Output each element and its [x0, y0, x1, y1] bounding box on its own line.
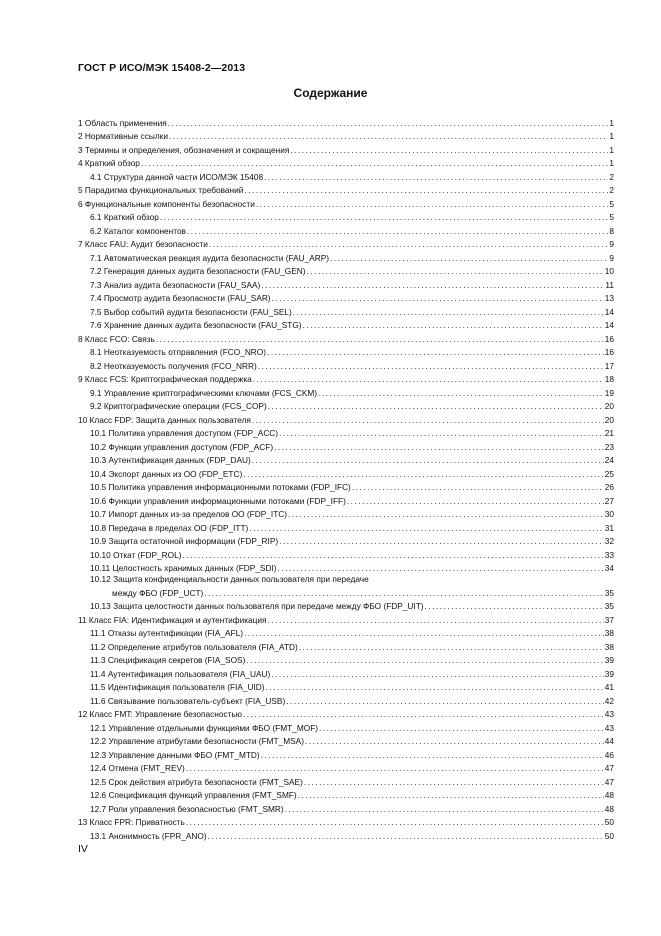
toc-entry[interactable] [78, 465, 614, 479]
toc-entry[interactable] [78, 546, 614, 560]
toc-entry-page: 18 [604, 374, 614, 384]
toc-entry-page: 1 [609, 131, 614, 141]
toc-entry[interactable] [78, 330, 614, 344]
toc-entry[interactable] [78, 141, 614, 155]
toc-entry-page: 20 [604, 414, 614, 425]
toc-leader-dots [256, 199, 609, 209]
toc-entry-page: 50 [604, 817, 614, 827]
toc-leader-dots [274, 442, 604, 452]
toc-entry-title: 4 Краткий обзор [78, 158, 140, 168]
toc-entry-page: 19 [604, 387, 614, 398]
toc-entry-page: 46 [604, 749, 614, 760]
toc-entry-title: 11 Класс FIA: Идентификация и аутентификация [78, 614, 267, 625]
toc-leader-dots [285, 804, 604, 814]
toc-leader-dots [252, 455, 604, 465]
toc-leader-dots [303, 320, 604, 330]
toc-entry-page: 1 [609, 158, 614, 168]
toc-entry-page: 9 [609, 252, 614, 263]
toc-entry-title: 7.5 Выбор событий аудита безопасности (FAU_SEL) [90, 306, 292, 317]
toc-entry-title: 6.1 Краткий обзор [90, 212, 159, 222]
toc-leader-dots [186, 817, 604, 827]
toc-entry[interactable] [78, 411, 614, 425]
toc-entry-title: 10.12 Защита конфиденциальности данных пользователя при передаче [90, 574, 369, 584]
toc-leader-dots [244, 628, 604, 638]
toc-entry-title: 13.1 Анонимность (FPR_ANO) [90, 830, 207, 841]
page-number: IV [78, 843, 88, 855]
toc-entry-title: 10.3 Аутентификация данных (FDP_DAU) [90, 455, 251, 465]
toc-entry-page: 30 [604, 509, 614, 519]
toc-entry-title: 10.4 Экспорт данных из ОО (FDP_ETC) [90, 468, 243, 479]
toc-entry-page: 23 [604, 441, 614, 452]
toc-leader-dots [267, 347, 604, 357]
toc-leader-dots [352, 482, 604, 492]
toc-entry-page: 39 [604, 655, 614, 665]
toc-entry-page: 33 [604, 549, 614, 560]
toc-entry-page: 37 [604, 614, 614, 625]
toc-leader-dots [279, 428, 604, 438]
toc-entry-page: 27 [604, 495, 614, 506]
toc-entry[interactable] [78, 492, 614, 506]
toc-entry[interactable] [78, 209, 614, 223]
toc-entry[interactable] [78, 814, 614, 828]
toc-leader-dots [278, 563, 604, 573]
toc-entry[interactable] [78, 290, 614, 304]
toc-entry-page: 8 [609, 225, 614, 236]
toc-entry-title: 8.1 Неотказуемость отправления (FCO_NRO) [90, 347, 267, 357]
toc-leader-dots [208, 831, 604, 841]
toc-entry-page: 44 [604, 736, 614, 746]
toc-entry-title: 11.4 Аутентификация пользователя (FIA_UAU) [90, 668, 271, 679]
toc-entry-title: 11.2 Определение атрибутов пользователя (FIA_ATD) [90, 641, 298, 652]
toc-entry-title: 12.4 Отмена (FMT_REV) [90, 763, 185, 773]
toc-leader-dots [261, 750, 604, 760]
toc-entry[interactable] [78, 573, 614, 584]
toc-entry-title: 11.6 Связывание пользователь-субъект (FIA_USB) [90, 695, 286, 706]
toc-entry[interactable] [78, 425, 614, 439]
toc-entry-title: 7.3 Анализ аудита безопасности (FAU_SAA) [90, 279, 261, 290]
toc-entry-title: 9.1 Управление криптографическими ключами (FCS_CKM) [90, 387, 318, 398]
toc-entry-page: 38 [604, 628, 614, 638]
toc-entry[interactable] [78, 533, 614, 547]
toc-leader-dots [279, 536, 604, 546]
toc-leader-dots [169, 131, 608, 141]
toc-entry[interactable] [78, 452, 614, 466]
toc-entry-title: 12 Класс FMT: Управление безопасностью [78, 709, 242, 719]
toc-entry-title: 9 Класс FCS: Криптографическая поддержка [78, 374, 252, 384]
toc-leader-dots [268, 401, 604, 411]
toc-entry-page: 35 [604, 601, 614, 611]
toc-entry-title: 12.5 Срок действия атрибута безопасности (FMT_SAE) [90, 776, 303, 787]
toc-entry[interactable] [78, 638, 614, 652]
toc-entry-title: 12.1 Управление отдельными функциями ФБО (FMT_MOF) [90, 722, 319, 733]
toc-entry-title: 7.6 Хранение данных аудита безопасности (FAU_STG) [90, 320, 302, 330]
toc-entry-page: 1 [609, 117, 614, 128]
toc-entry-title: 7.2 Генерация данных аудита безопасности (FAU_GEN) [90, 266, 306, 276]
toc-entry[interactable] [78, 787, 614, 801]
toc-entry-page: 42 [604, 695, 614, 706]
toc-entry-page: 16 [604, 333, 614, 344]
toc-entry-page: 48 [604, 790, 614, 800]
toc-leader-dots [304, 777, 604, 787]
toc-entry[interactable] [78, 760, 614, 774]
toc-entry[interactable] [78, 398, 614, 412]
toc-entry-title: 10.11 Целостность хранимых данных (FDP_SDI) [90, 563, 277, 573]
toc-entry-page: 43 [604, 709, 614, 719]
toc-leader-dots [290, 145, 608, 155]
toc-entry[interactable] [78, 827, 614, 841]
toc-entry[interactable] [78, 719, 614, 733]
toc-leader-dots [293, 307, 604, 317]
toc-entry-page: 32 [604, 536, 614, 546]
toc-entry[interactable] [78, 195, 614, 209]
toc-entry-title: 10.13 Защита целостности данных пользователя при передаче между ФБО (FDP_UIT) [90, 601, 424, 611]
toc-title: Содержание [293, 86, 368, 100]
toc-leader-dots [319, 723, 604, 733]
toc-entry-page: 34 [604, 563, 614, 573]
toc-entry[interactable] [78, 303, 614, 317]
toc-entry[interactable] [78, 679, 614, 693]
toc-leader-dots [187, 226, 608, 236]
toc-leader-dots [298, 790, 604, 800]
toc-entry-page: 5 [609, 212, 614, 222]
toc-leader-dots [425, 601, 604, 611]
toc-leader-dots [272, 293, 604, 303]
toc-entry[interactable] [78, 584, 614, 598]
toc-entry-title: 6 Функциональные компоненты безопасности [78, 198, 255, 209]
toc-entry-title: 1 Область применения [78, 117, 167, 128]
toc-entry-page: 47 [604, 763, 614, 773]
toc-leader-dots [209, 239, 608, 249]
toc-entry-page: 31 [604, 522, 614, 533]
toc-leader-dots [305, 736, 604, 746]
toc-entry[interactable] [78, 263, 614, 277]
toc-entry-title: 8 Класс FCO: Связь [78, 333, 155, 344]
toc-entry[interactable] [78, 692, 614, 706]
toc-entry-title: 6.2 Каталог компонентов [90, 225, 186, 236]
toc-leader-dots [204, 588, 603, 598]
toc-entry-page: 1 [609, 144, 614, 155]
toc-entry-title: 12.2 Управление атрибутами безопасности (FMT_MSA) [90, 736, 304, 746]
toc-entry[interactable] [78, 384, 614, 398]
toc-entry[interactable] [78, 706, 614, 720]
toc-entry-page: 13 [604, 293, 614, 303]
toc-entry-title: 8.2 Неотказуемость получения (FCO_NRR) [90, 360, 257, 371]
toc-entry-title: 10.8 Передача в пределах ОО (FDP_ITT) [90, 522, 249, 533]
toc-entry[interactable] [78, 625, 614, 639]
toc-leader-dots [168, 118, 609, 128]
toc-entry[interactable] [78, 479, 614, 493]
toc-entry-title: между ФБО (FDP_UCT) [112, 587, 204, 598]
table-of-contents [78, 114, 614, 841]
toc-entry[interactable] [78, 371, 614, 385]
toc-entry-page: 2 [609, 171, 614, 182]
toc-entry-page: 39 [604, 668, 614, 679]
toc-entry[interactable] [78, 236, 614, 250]
toc-entry-page: 10 [604, 266, 614, 276]
toc-leader-dots [347, 496, 604, 506]
toc-entry-title: 10.10 Откат (FDP_ROL) [90, 549, 182, 560]
toc-leader-dots [243, 469, 604, 479]
toc-leader-dots [246, 655, 603, 665]
toc-entry[interactable] [78, 438, 614, 452]
toc-entry[interactable] [78, 746, 614, 760]
toc-leader-dots [288, 509, 604, 519]
toc-entry-title: 12.3 Управление данными ФБО (FMT_MTD) [90, 749, 260, 760]
toc-entry-page: 26 [604, 482, 614, 492]
toc-entry-title: 10.1 Политика управления доступом (FDP_ACC) [90, 428, 279, 438]
toc-entry-page: 38 [604, 641, 614, 652]
toc-leader-dots [244, 185, 608, 195]
toc-entry[interactable] [78, 733, 614, 747]
toc-entry[interactable] [78, 506, 614, 520]
toc-entry-title: 11.5 Идентификация пользователя (FIA_UID) [90, 682, 265, 692]
toc-entry-page: 20 [604, 401, 614, 411]
toc-entry[interactable] [78, 560, 614, 574]
toc-entry-page: 35 [604, 587, 614, 598]
toc-entry[interactable] [78, 611, 614, 625]
toc-entry-page: 50 [604, 830, 614, 841]
toc-leader-dots [249, 523, 603, 533]
toc-leader-dots [258, 361, 604, 371]
toc-entry-title: 11.3 Спецификация секретов (FIA_SOS) [90, 655, 246, 665]
toc-leader-dots [182, 550, 603, 560]
toc-leader-dots [253, 374, 604, 384]
toc-entry-page: 5 [609, 198, 614, 209]
toc-entry[interactable] [78, 168, 614, 182]
toc-entry[interactable] [78, 249, 614, 263]
toc-entry-page: 43 [604, 722, 614, 733]
toc-entry[interactable] [78, 773, 614, 787]
toc-entry[interactable] [78, 114, 614, 128]
toc-entry[interactable] [78, 800, 614, 814]
toc-entry-page: 47 [604, 776, 614, 787]
toc-entry-page: 11 [605, 279, 614, 290]
toc-leader-dots [266, 682, 604, 692]
toc-leader-dots [160, 212, 609, 222]
toc-entry-page: 24 [604, 455, 614, 465]
document-id: ГОСТ Р ИСО/МЭК 15408-2—2013 [78, 62, 246, 74]
toc-entry-title: 10.2 Функции управления доступом (FDP_ACF) [90, 441, 274, 452]
toc-entry-title: 9.2 Криптографические операции (FCS_COP) [90, 401, 267, 411]
toc-leader-dots [141, 158, 608, 168]
toc-leader-dots [268, 615, 604, 625]
toc-entry-title: 13 Класс FPR: Приватность [78, 817, 185, 827]
toc-entry[interactable] [78, 344, 614, 358]
toc-entry-title: 5 Парадигма функциональных требований [78, 185, 244, 195]
toc-entry[interactable] [78, 317, 614, 331]
toc-leader-dots [330, 253, 608, 263]
toc-entry[interactable] [78, 357, 614, 371]
toc-entry-page: 2 [609, 185, 614, 195]
toc-entry-title: 7.1 Автоматическая реакция аудита безопасности (FAU_ARP) [90, 252, 330, 263]
toc-entry-page: 16 [604, 347, 614, 357]
toc-entry-title: 10 Класс FDP: Защита данных пользователя [78, 414, 251, 425]
toc-entry-title: 10.7 Импорт данных из-за пределов ОО (FDP_ITC) [90, 509, 288, 519]
toc-entry-page: 48 [604, 803, 614, 814]
toc-entry[interactable] [78, 155, 614, 169]
toc-entry-title: 10.9 Защита остаточной информации (FDP_RIP) [90, 536, 279, 546]
toc-entry-title: 12.6 Спецификация функций управления (FMT_SMF) [90, 790, 297, 800]
toc-entry-title: 10.5 Политика управления информационными потоками (FDP_IFC) [90, 482, 351, 492]
toc-leader-dots [286, 696, 604, 706]
toc-entry-page: 9 [609, 239, 614, 249]
toc-entry[interactable] [78, 128, 614, 142]
toc-entry[interactable] [78, 519, 614, 533]
toc-leader-dots [261, 280, 604, 290]
toc-entry-page: 14 [604, 320, 614, 330]
toc-entry-page: 14 [604, 306, 614, 317]
toc-entry-title: 2 Нормативные ссылки [78, 131, 168, 141]
toc-entry-title: 11.1 Отказы аутентификации (FIA_AFL) [90, 628, 243, 638]
toc-leader-dots [299, 642, 604, 652]
toc-entry[interactable] [78, 276, 614, 290]
toc-entry-page: 25 [604, 468, 614, 479]
toc-entry-title: 7 Класс FAU: Аудит безопасности [78, 239, 208, 249]
toc-entry[interactable] [78, 182, 614, 196]
toc-leader-dots [264, 172, 608, 182]
toc-leader-dots [318, 388, 604, 398]
toc-leader-dots [243, 709, 604, 719]
toc-leader-dots [186, 763, 604, 773]
toc-entry-title: 12.7 Роли управления безопасностью (FMT_SMR) [90, 803, 284, 814]
toc-entry-page: 21 [604, 428, 614, 438]
toc-entry-page: 17 [604, 360, 614, 371]
toc-leader-dots [252, 415, 604, 425]
toc-entry[interactable] [78, 598, 614, 612]
toc-entry[interactable] [78, 652, 614, 666]
toc-entry-title: 10.6 Функции управления информационными потоками (FDP_IFF) [90, 495, 346, 506]
toc-entry-page: 41 [604, 682, 614, 692]
toc-entry[interactable] [78, 665, 614, 679]
toc-entry-title: 3 Термины и определения, обозначения и сокращения [78, 144, 290, 155]
toc-leader-dots [156, 334, 604, 344]
toc-leader-dots [307, 266, 604, 276]
toc-entry-title: 7.4 Просмотр аудита безопасности (FAU_SAR) [90, 293, 271, 303]
toc-entry-title: 4.1 Структура данной части ИСО/МЭК 15408 [90, 171, 264, 182]
toc-leader-dots [271, 669, 604, 679]
toc-entry[interactable] [78, 222, 614, 236]
